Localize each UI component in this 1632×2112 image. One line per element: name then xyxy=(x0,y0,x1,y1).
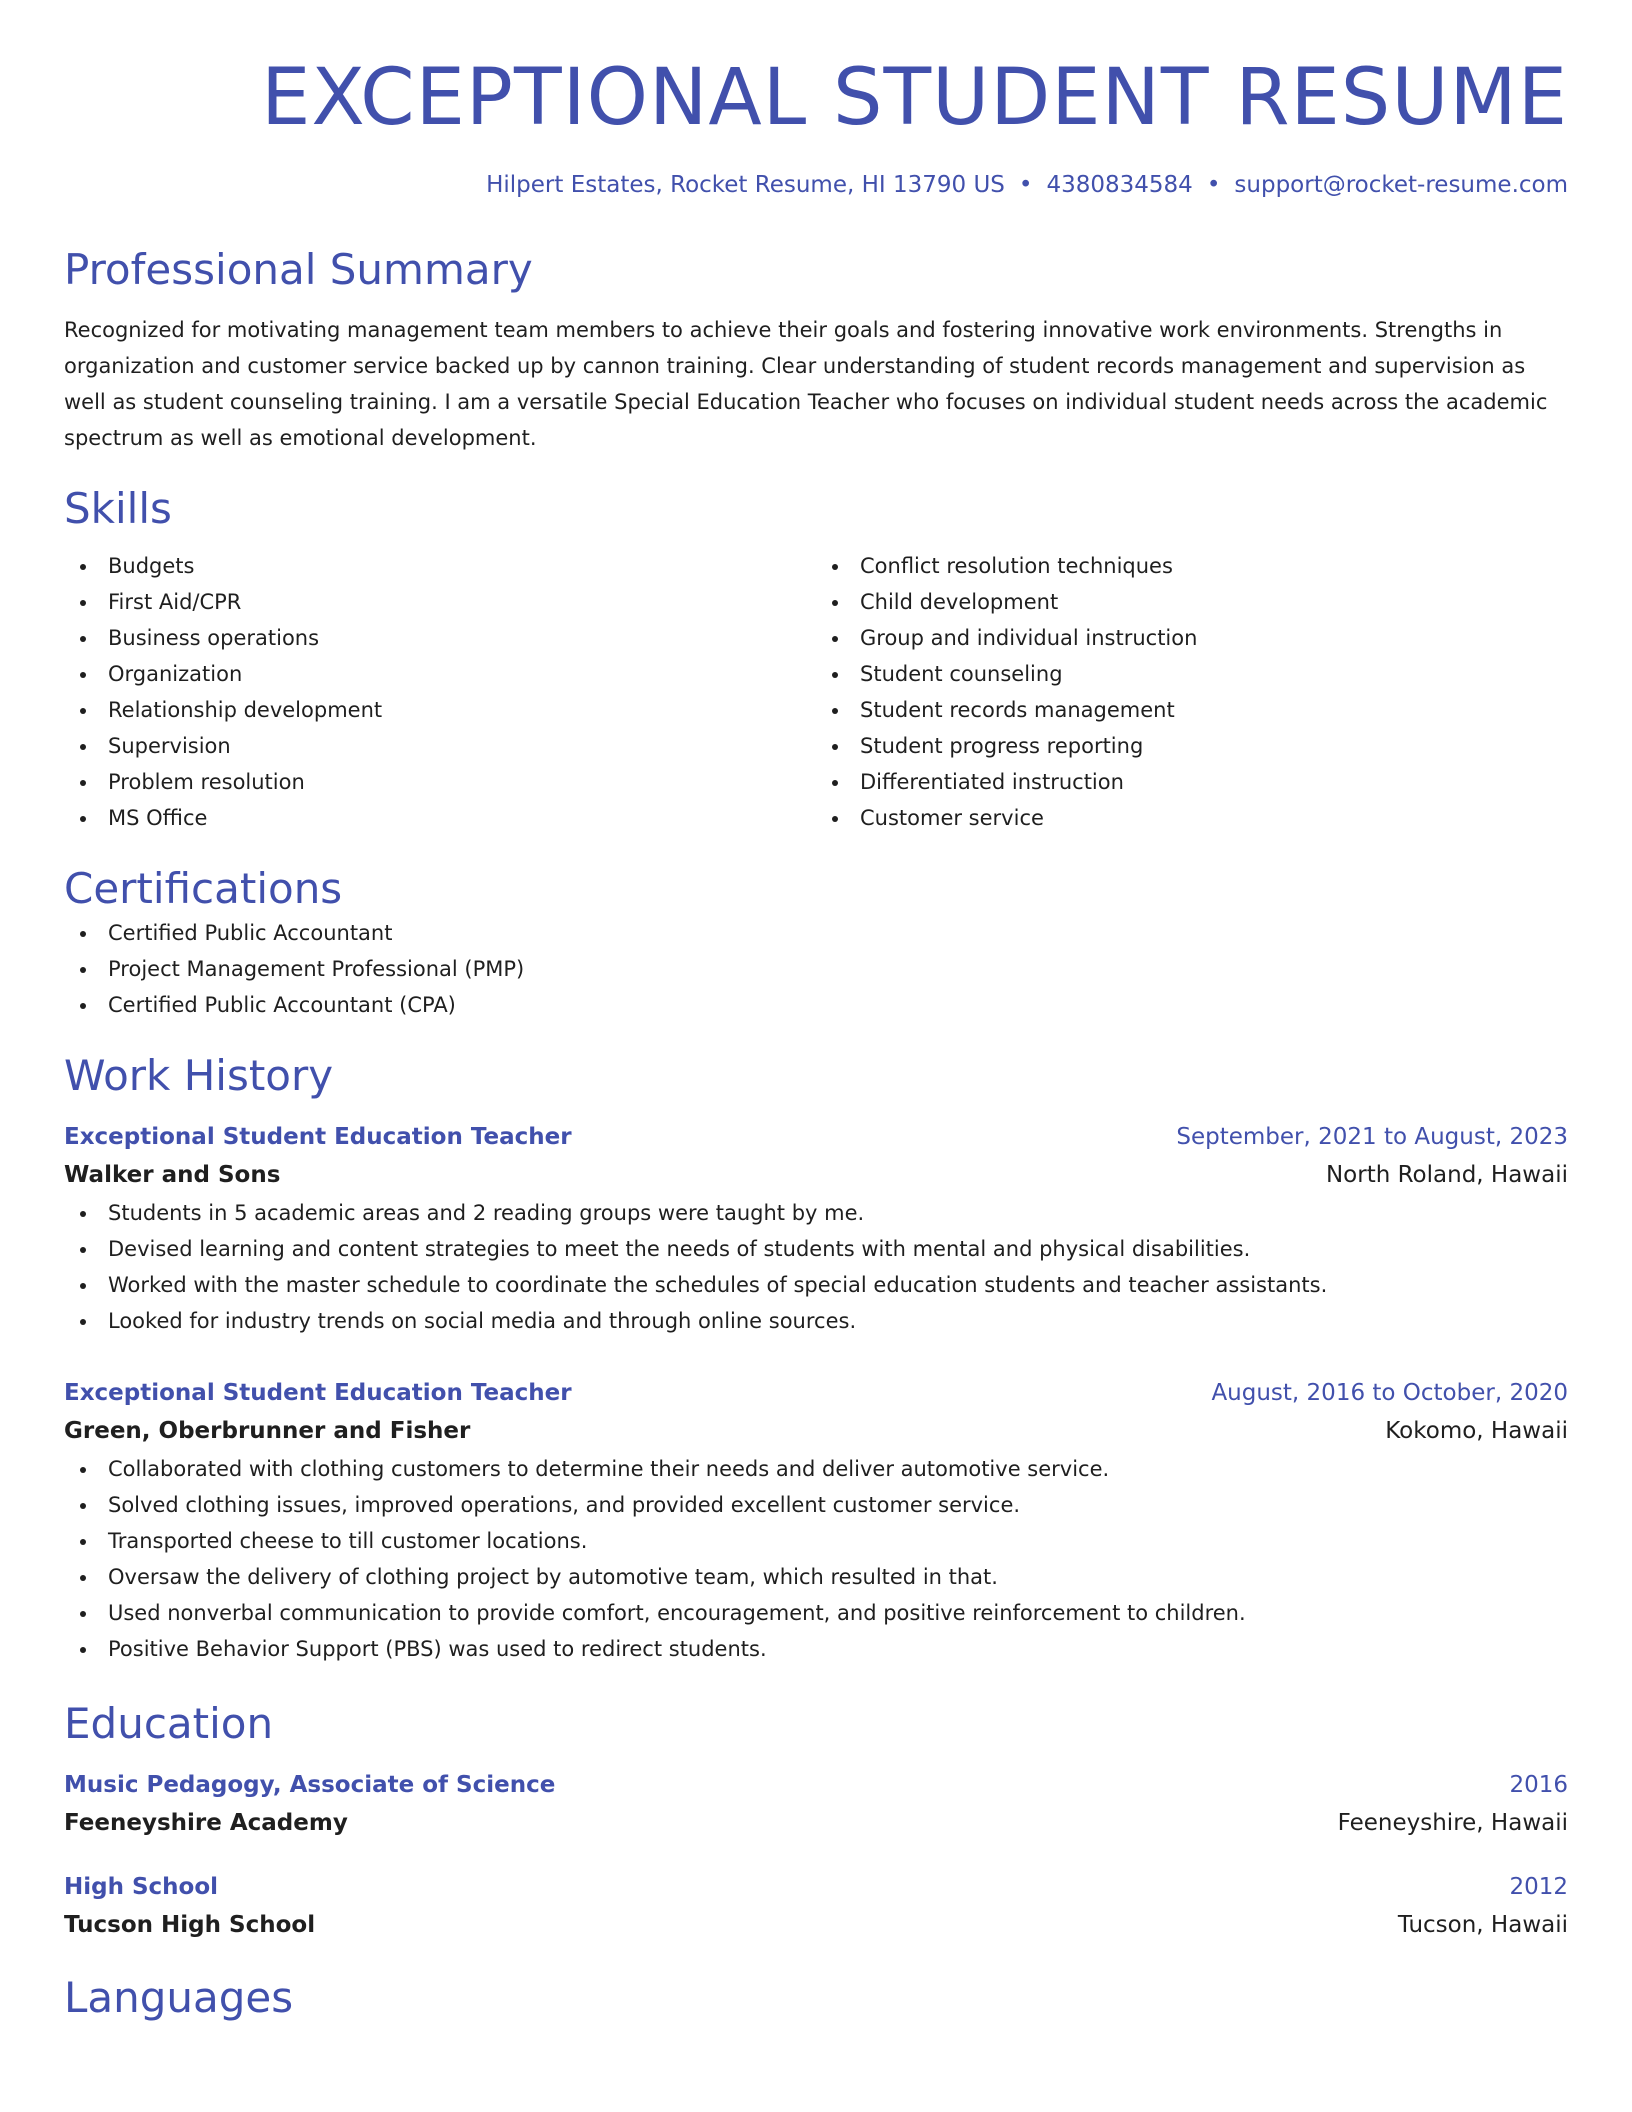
skills-column-right xyxy=(816,548,1568,836)
skill-item: Customer service xyxy=(816,800,1568,836)
certifications-list xyxy=(64,915,1568,1023)
skill-item: Business operations xyxy=(64,620,816,656)
contact-line xyxy=(64,172,1568,200)
education-degree: High School xyxy=(64,1874,219,1901)
contact-separator: • xyxy=(1206,171,1221,198)
job-company-row xyxy=(64,1411,1568,1451)
summary-heading: Professional Summary xyxy=(64,245,533,295)
certifications-heading: Certifications xyxy=(64,864,343,914)
skill-item: Organization xyxy=(64,656,816,692)
education-school-row xyxy=(64,1905,1568,1945)
education-school: Tucson High School xyxy=(64,1912,316,1939)
education-school: Feeneyshire Academy xyxy=(64,1810,348,1837)
contact-email[interactable]: support@rocket-resume.com xyxy=(1234,171,1568,198)
job-location: Kokomo, Hawaii xyxy=(1385,1417,1568,1444)
job-role: Exceptional Student Education Teacher xyxy=(64,1379,572,1406)
skills-heading: Skills xyxy=(64,483,172,533)
job-bullets xyxy=(64,1451,1568,1667)
job-company: Green, Oberbrunner and Fisher xyxy=(64,1417,471,1444)
job-location: North Roland, Hawaii xyxy=(1325,1161,1568,1188)
job-title-row xyxy=(64,1119,1568,1155)
contact-separator: • xyxy=(1018,171,1033,198)
skills-column-left xyxy=(64,548,816,836)
skill-item: Budgets xyxy=(64,548,816,584)
job-bullet: Looked for industry trends on social media and through online sources. xyxy=(64,1303,1568,1339)
certification-item: Certified Public Accountant xyxy=(64,915,1568,951)
job-bullet: Positive Behavior Support (PBS) was used to redirect students. xyxy=(64,1631,1568,1667)
contact-address: Hilpert Estates, Rocket Resume, HI 13790 US xyxy=(486,171,1005,198)
job-entry xyxy=(64,1375,1568,1667)
education-degree-row xyxy=(64,1767,1568,1803)
languages-heading: Languages xyxy=(64,1973,294,2023)
skill-item: Differentiated instruction xyxy=(816,764,1568,800)
skill-item: Child development xyxy=(816,584,1568,620)
job-bullet: Oversaw the delivery of clothing project by automotive team, which resulted in that. xyxy=(64,1559,1568,1595)
education-school-row xyxy=(64,1803,1568,1843)
certification-item: Project Management Professional (PMP) xyxy=(64,951,1568,987)
job-bullet: Students in 5 academic areas and 2 reading groups were taught by me. xyxy=(64,1195,1568,1231)
skill-item: Group and individual instruction xyxy=(816,620,1568,656)
work-history-heading: Work History xyxy=(64,1050,334,1100)
resume-title: EXCEPTIONAL STUDENT RESUME xyxy=(261,53,1568,143)
job-company: Walker and Sons xyxy=(64,1161,281,1188)
job-title-row xyxy=(64,1375,1568,1411)
job-bullet: Transported cheese to till customer locations. xyxy=(64,1523,1568,1559)
skill-item: Supervision xyxy=(64,728,816,764)
job-bullet: Worked with the master schedule to coordinate the schedules of special education students and teacher assistants. xyxy=(64,1267,1568,1303)
skill-item: First Aid/CPR xyxy=(64,584,816,620)
certification-item: Certified Public Accountant (CPA) xyxy=(64,987,1568,1023)
education-degree-row xyxy=(64,1869,1568,1905)
education-heading: Education xyxy=(64,1698,274,1748)
resume-header xyxy=(64,53,1568,199)
skill-item: Conflict resolution techniques xyxy=(816,548,1568,584)
job-company-row xyxy=(64,1155,1568,1195)
education-location: Feeneyshire, Hawaii xyxy=(1337,1810,1568,1837)
job-bullet: Used nonverbal communication to provide comfort, encouragement, and positive reinforcement to children. xyxy=(64,1595,1568,1631)
skills-grid xyxy=(64,548,1568,836)
education-year: 2012 xyxy=(1509,1874,1568,1901)
job-bullet: Solved clothing issues, improved operations, and provided excellent customer service. xyxy=(64,1487,1568,1523)
skill-item: Relationship development xyxy=(64,692,816,728)
education-entry xyxy=(64,1869,1568,1945)
skill-item: MS Office xyxy=(64,800,816,836)
job-role: Exceptional Student Education Teacher xyxy=(64,1123,572,1150)
education-degree: Music Pedagogy, Associate of Science xyxy=(64,1772,556,1799)
job-entry xyxy=(64,1119,1568,1339)
job-bullet: Devised learning and content strategies to meet the needs of students with mental and physical disabilities. xyxy=(64,1231,1568,1267)
job-bullets xyxy=(64,1195,1568,1339)
education-year: 2016 xyxy=(1509,1772,1568,1799)
summary-text: Recognized for motivating management team members to achieve their goals and fostering innovative work environments. Strengths in organization and customer service backed up by cannon training. Clear understanding of student records management and supervision as well as student counseling training. I am a versatile Special Education Teacher who focuses on individual student needs across the academic spectrum as well as emotional development. xyxy=(64,317,1548,450)
contact-phone: 4380834584 xyxy=(1046,171,1193,198)
skill-item: Student progress reporting xyxy=(816,728,1568,764)
skills-list-left xyxy=(64,548,816,836)
job-dates: September, 2021 to August, 2023 xyxy=(1176,1123,1568,1150)
skill-item: Student counseling xyxy=(816,656,1568,692)
job-dates: August, 2016 to October, 2020 xyxy=(1211,1379,1568,1406)
education-location: Tucson, Hawaii xyxy=(1397,1912,1568,1939)
education-entry xyxy=(64,1767,1568,1843)
skill-item: Problem resolution xyxy=(64,764,816,800)
skills-list-right xyxy=(816,548,1568,836)
job-bullet: Collaborated with clothing customers to determine their needs and deliver automotive service. xyxy=(64,1451,1568,1487)
skill-item: Student records management xyxy=(816,692,1568,728)
